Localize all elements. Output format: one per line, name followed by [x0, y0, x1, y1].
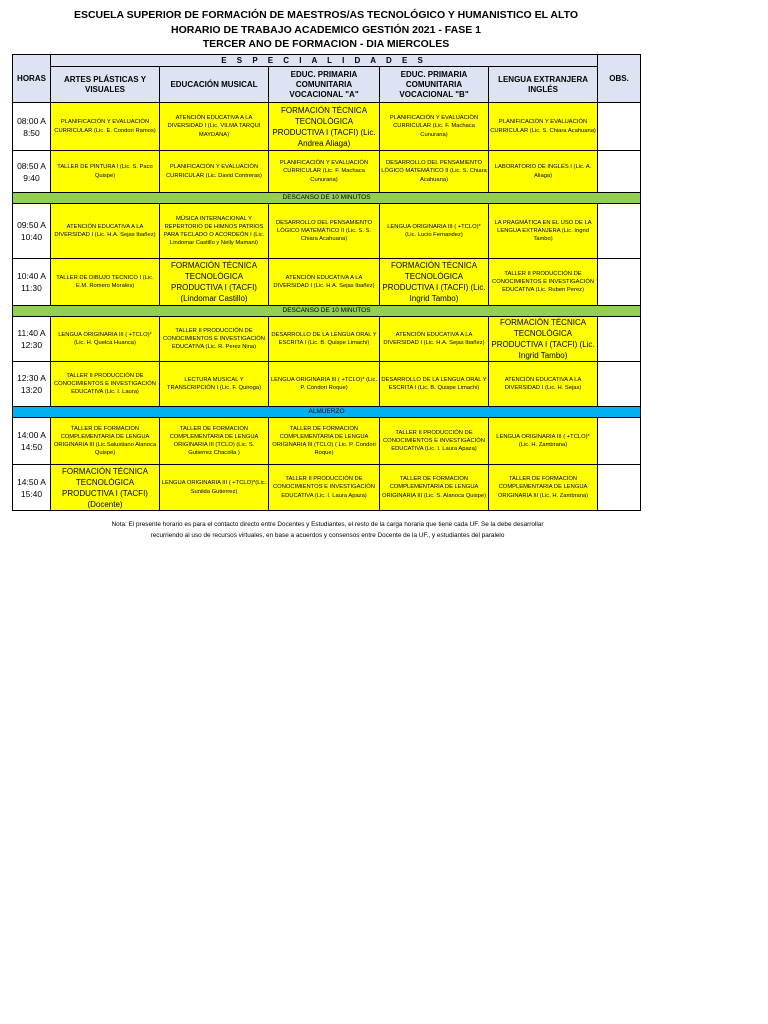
- lunch-row: [13, 407, 641, 418]
- document-header: [12, 8, 640, 52]
- class-cell: TALLER II PRODUCCIÓN DE CONOCIMIENTOS E INVESTIGACIÓN EDUCATIVA (Lic. Ruben Perez): [489, 259, 598, 306]
- class-cell: ATENCIÓN EDUCATIVA A LA DIVERSIDAD I (Lic. H. Sejas): [489, 362, 598, 407]
- class-cell: LENGUA ORIGINARIA III ( +TCLO)* (Lic. P. Condori Roque): [269, 362, 380, 407]
- class-cell: ATENCIÓN EDUCATIVA A LA DIVERSIDAD I (Lic. VILMA TARQUI MAYDANA): [160, 103, 269, 151]
- class-cell: TALLER DE PINTURA I (Lic. S. Paco Quispe): [51, 151, 160, 193]
- class-cell: FORMACIÓN TÉCNICA TECNOLÓGICA PRODUCTIVA I (TACFI) (Lic. Ingrid Tambo): [489, 317, 598, 362]
- class-cell: LENGUA ORIGINARIA III ( +TCLO)* (Lic. H. Quelca Huanca): [51, 317, 160, 362]
- class-cell: FORMACIÓN TÉCNICA TECNOLÓGICA PRODUCTIVA I (TACFI) (Lic. Ingrid Tambo): [380, 259, 489, 306]
- table-row: [13, 465, 641, 511]
- class-cell: PLANIFICACIÓN Y EVALUACIÓN CURRICULAR (Lic. David Contreras): [160, 151, 269, 193]
- class-cell: MÚSICA INTERNACIONAL Y REPERTORIO DE HIMNOS PATRIOS PARA TECLADO O ACORDEÓN I (Lic. Lindomar Castillo y Nelly Mamani): [160, 204, 269, 259]
- class-cell: PLANIFICACIÓN Y EVALUACIÓN CURRICULAR (Lic. F. Machaca Cunurana): [380, 103, 489, 151]
- time-cell: 08:00 A 8:50: [13, 103, 51, 151]
- break-row: [13, 193, 641, 204]
- schedule-title: HORARIO DE TRABAJO ACADEMICO GESTIÓN 2021 - FASE 1: [171, 23, 481, 36]
- footnote-line: recurriendo al uso de recursos virtuales, en base a acuerdos y consensos entre Docente de la UF., y estudiantes del paralelo: [150, 532, 505, 539]
- table-row: [13, 259, 641, 306]
- class-cell: FORMACIÓN TÉCNICA TECNOLÓGICA PRODUCTIVA I (TACFI) (Lic. Andrea Aliaga): [269, 103, 380, 151]
- column-header: EDUC. PRIMARIA COMUNITARIA VOCACIONAL "B": [380, 67, 489, 103]
- especialidades-header: E S P E C I A L I D A D E S: [51, 55, 598, 67]
- time-cell: 11:40 A 12:30: [13, 317, 51, 362]
- class-cell: TALLER DE FORMACION COMPLEMENTARIA DE LENGUA ORIGINARIA III (TCLO) ( Lic. P. Condori Roque): [269, 418, 380, 465]
- class-cell: ATENCIÓN EDUCATIVA A LA DIVERSIDAD I (Lic. H.A. Sejas Ibañez): [269, 259, 380, 306]
- footnote: [40, 519, 615, 541]
- class-cell: TALLER DE FORMACION COMPLEMENTARIA DE LENGUA ORIGINARIA III (TCLO) (Lic. S. Gutierrez Chacolla ): [160, 418, 269, 465]
- class-cell: PLANIFICACIÓN Y EVALUACIÓN CURRICULAR (Lic. S. Chiara Acahuana): [489, 103, 598, 151]
- time-cell: 14:00 A 14:50: [13, 418, 51, 465]
- class-cell: LENGUA ORIGINARIA III ( +TCLO)* (Lic. H. Zambrana): [489, 418, 598, 465]
- class-cell: TALLER DE DIBUJO TECNICO I (Lic. E.M. Romero Morales): [51, 259, 160, 306]
- footnote-line: Nota: El presente horario es para el contacto directo entre Docentes y Estudiantes, el resto de la carga horaria que tiene cada UF. Se la debe desarrollar: [111, 521, 544, 528]
- column-header: EDUCACIÓN MUSICAL: [160, 67, 269, 103]
- class-cell: LABORATORIO DE INGLÉS I (Lic. A. Aliaga): [489, 151, 598, 193]
- class-cell: PLANIFICACIÓN Y EVALUACIÓN CURRICULAR (Lic. E. Condori Ramos): [51, 103, 160, 151]
- time-cell: 08:50 A 9:40: [13, 151, 51, 193]
- class-cell: ATENCIÓN EDUCATIVA A LA DIVERSIDAD I (Lic. H.A. Sejas Ibañez): [380, 317, 489, 362]
- obs-cell: [598, 259, 641, 306]
- class-cell: DESARROLLO DE LA LENGUA ORAL Y ESCRITA I (Lic. B. Quispe Limachi): [380, 362, 489, 407]
- institution-title: ESCUELA SUPERIOR DE FORMACIÓN DE MAESTROS/AS TECNOLÓGICO Y HUMANISTICO EL ALTO: [73, 9, 579, 21]
- obs-cell: [598, 151, 641, 193]
- lunch-label: ALMUERZO: [13, 407, 641, 418]
- table-row: [13, 362, 641, 407]
- horas-header: HORAS: [13, 55, 51, 103]
- class-cell: TALLER DE FORMACION COMPLEMENTARIA DE LENGUA ORIGINARIA III (Lic. S. Alanoca Quispe): [380, 465, 489, 511]
- break-label: DESCANSO DE 10 MINUTOS: [13, 193, 641, 204]
- obs-cell: [598, 317, 641, 362]
- class-cell: LENGUA ORIGINARIA III ( +TCLO)* (Lic. Lucio Fernandez): [380, 204, 489, 259]
- time-cell: 10:40 A 11:30: [13, 259, 51, 306]
- class-cell: DESARROLLO DEL PENSAMIENTO LÓGICO MATEMÁTICO II (Lic. S. S. Chiara Acahuana): [269, 204, 380, 259]
- class-cell: DESARROLLO DE LA LENGUA ORAL Y ESCRITA I (Lic. B. Quispe Limachi): [269, 317, 380, 362]
- class-cell: ATENCIÓN EDUCATIVA A LA DIVERSIDAD I (Lic. H.A. Sejas Ibañez): [51, 204, 160, 259]
- class-cell: TALLER II PRODUCCIÓN DE CONOCIMIENTOS E INVESTIGACIÓN EDUCATIVA (Lic. I. Laura): [51, 362, 160, 407]
- schedule-table: [12, 54, 641, 511]
- column-header: LENGUA EXTRANJERA INGLÉS: [489, 67, 598, 103]
- class-cell: TALLER II PRODUCCIÓN DE CONOCIMIENTOS E INVESTIGACIÓN EDUCATIVA (Lic. I. Laura Apaza): [380, 418, 489, 465]
- table-row: [13, 103, 641, 151]
- class-cell: TALLER DE FORMACION COMPLEMENTARIA DE LENGUA ORIGINARIA III (Lic.Salustiano Alanoca Quispe): [51, 418, 160, 465]
- column-header: EDUC. PRIMARIA COMUNITARIA VOCACIONAL "A": [269, 67, 380, 103]
- obs-cell: [598, 204, 641, 259]
- table-row: [13, 418, 641, 465]
- obs-cell: [598, 362, 641, 407]
- class-cell: DESARROLLO DEL PENSAMIENTO LÓGICO MATEMÁTICO II (Lic. S. Chiara Acahuana): [380, 151, 489, 193]
- column-header: ARTES PLÁSTICAS Y VISUALES: [51, 67, 160, 103]
- table-row: [13, 204, 641, 259]
- obs-cell: [598, 103, 641, 151]
- class-cell: TALLER II PRODUCCIÓN DE CONOCIMIENTOS E INVESTIGACIÓN EDUCATIVA (Lic. I. Laura Apaza): [269, 465, 380, 511]
- obs-header: OBS.: [598, 55, 641, 103]
- obs-cell: [598, 465, 641, 511]
- class-cell: FORMACIÓN TÉCNICA TECNOLÓGICA PRODUCTIVA I (TACFI) (Lindomar Castillo): [160, 259, 269, 306]
- time-cell: 14:50 A 15:40: [13, 465, 51, 511]
- class-cell: TALLER II PRODUCCIÓN DE CONOCIMIENTOS E INVESTIGACIÓN EDUCATIVA (Lic. R. Perez Nina): [160, 317, 269, 362]
- class-cell: LECTURA MUSICAL Y TRANSCRIPCIÓN I (Lic. F. Quiroga): [160, 362, 269, 407]
- class-cell: LA PRAGMÁTICA EN EL USO DE LA LENGUA EXTRANJERA (Lic. Ingrid Tambo): [489, 204, 598, 259]
- break-row: [13, 306, 641, 317]
- class-cell: PLANIFICACIÓN Y EVALUACIÓN CURRICULAR (Lic. F. Machaca Cunurana): [269, 151, 380, 193]
- break-label: DESCANSO DE 10 MINUTOS: [13, 306, 641, 317]
- class-cell: FORMACIÓN TÉCNICA TECNOLÓGICA PRODUCTIVA I (TACFI) (Docente): [51, 465, 160, 511]
- obs-cell: [598, 418, 641, 465]
- time-cell: 09:50 A 10:40: [13, 204, 51, 259]
- time-cell: 12:30 A 13:20: [13, 362, 51, 407]
- class-cell: LENGUA ORIGINARIA III ( +TCLO)*(Lic. Sunilda Gutierrez): [160, 465, 269, 511]
- year-day-title: TERCER ANO DE FORMACION - DIA MIERCOLES: [202, 38, 450, 50]
- class-cell: TALLER DE FORMACION COMPLEMENTARIA DE LENGUA ORIGINARIA III (Lic. H. Zambrana): [489, 465, 598, 511]
- table-row: [13, 317, 641, 362]
- table-row: [13, 151, 641, 193]
